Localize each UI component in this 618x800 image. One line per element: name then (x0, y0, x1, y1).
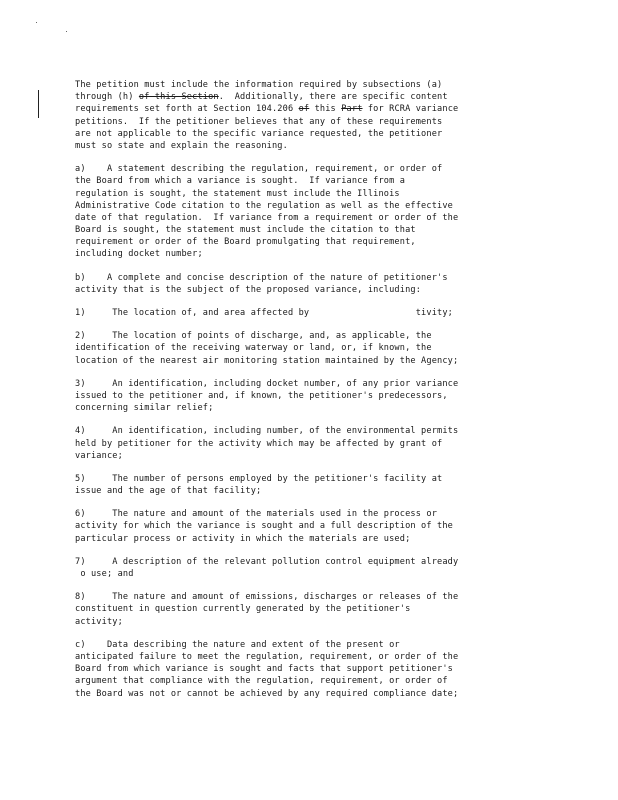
paragraph-item-b6 (75, 508, 545, 545)
paragraph-gap (75, 261, 545, 272)
text-line: 2) The location of points of discharge, and, as applicable, the (75, 331, 432, 342)
revision-bar (38, 90, 39, 118)
text-line: 6) The nature and amount of the materials used in the process or (75, 509, 438, 520)
text-line: 3) An identification, including docket number, of any prior variance (75, 378, 459, 389)
text-line: 1) The location of, and area affected by tivity; (75, 308, 453, 318)
scan-speck (36, 22, 37, 23)
paragraph-gap (75, 152, 545, 163)
text-line: issued to the petitioner and, if known, the petitioner's predecessors, (75, 390, 448, 401)
text-line: must so state and explain the reasoning. (75, 140, 288, 151)
text-line: date of that regulation. If variance from a requirement or order of the (75, 212, 459, 223)
paragraph-gap (75, 319, 545, 330)
text-line: Board is sought, the statement must include the citation to that (75, 225, 416, 236)
paragraph-item-b (75, 272, 545, 296)
text-line: 7) A description of the relevant pollution control equipment already (75, 556, 459, 567)
text-line: are not applicable to the specific variance requested, the petitioner (75, 128, 443, 139)
text-line: regulation is sought, the statement must include the Illinois (75, 188, 400, 199)
text-line: requirement or order of the Board promulgating that requirement, (75, 237, 416, 248)
text-line: issue and the age of that facility; (75, 486, 262, 497)
text-line: Administrative Code citation to the regulation as well as the effective (75, 200, 453, 211)
paragraph-item-b5 (75, 473, 545, 497)
paragraph-gap (75, 462, 545, 473)
text-line: the Board was not or cannot be achieved by any required compliance date; (75, 688, 459, 699)
text-line: particular process or activity in which the materials are used; (75, 533, 411, 544)
scan-speck (66, 31, 67, 32)
paragraph-item-a (75, 163, 545, 261)
text-line: identification of the receiving waterway or land, or, if known, the (75, 343, 432, 354)
text-line: location of the nearest air monitoring station maintained by the Agency; (75, 355, 459, 366)
paragraph-intro (75, 79, 545, 152)
paragraph-item-c (75, 639, 545, 700)
text-line: anticipated failure to meet the regulation, requirement, or order of the (75, 651, 459, 662)
text-line: held by petitioner for the activity which may be affected by grant of (75, 438, 443, 449)
paragraph-gap (75, 367, 545, 378)
text-line: variance; (75, 450, 123, 461)
text-line: c) Data describing the nature and extent of the present or (75, 639, 400, 650)
paragraph-gap (75, 497, 545, 508)
paragraph-item-b1 (75, 307, 545, 319)
text-line: o use; and (75, 569, 134, 579)
text-line: argument that compliance with the regulation, requirement, or order of (75, 676, 448, 687)
text-line: b) A complete and concise description of the nature of petitioner's (75, 272, 448, 283)
text-line: activity for which the variance is sought and a full description of the (75, 521, 453, 532)
text-line: the Board from which a variance is sought. If variance from a (75, 176, 406, 187)
paragraph-item-b4 (75, 425, 545, 462)
text-line: activity; (75, 616, 123, 627)
text-line: requirements set forth at Section 104.206 of this Part for RCRA variance (75, 104, 459, 115)
paragraph-gap (75, 580, 545, 591)
text-line: 8) The nature and amount of emissions, discharges or releases of the (75, 592, 459, 603)
text-line: 4) An identification, including number, of the environmental permits (75, 426, 459, 437)
text-line: concerning similar relief; (75, 403, 214, 414)
paragraph-gap (75, 545, 545, 556)
text-line: activity that is the subject of the proposed variance, including: (75, 284, 422, 295)
paragraph-gap (75, 414, 545, 425)
paragraph-item-b8 (75, 591, 545, 628)
text-line: a) A statement describing the regulation, requirement, or order of (75, 164, 443, 175)
text-line: including docket number; (75, 249, 203, 260)
text-line: petitions. If the petitioner believes that any of these requirements (75, 116, 443, 127)
text-line: The petition must include the information required by subsections (a) (75, 80, 443, 90)
paragraph-gap (75, 296, 545, 307)
paragraph-gap (75, 628, 545, 639)
paragraph-item-b7 (75, 556, 545, 580)
paragraph-item-b2 (75, 330, 545, 367)
text-line: 5) The number of persons employed by the petitioner's facility at (75, 473, 443, 484)
text-line: through (h) of this Section. Additionally, there are specific content (75, 92, 448, 103)
paragraph-item-b3 (75, 378, 545, 415)
text-line: Board from which variance is sought and facts that support petitioner's (75, 664, 453, 675)
document-body (75, 79, 545, 700)
text-line: constituent in question currently generated by the petitioner's (75, 604, 411, 615)
